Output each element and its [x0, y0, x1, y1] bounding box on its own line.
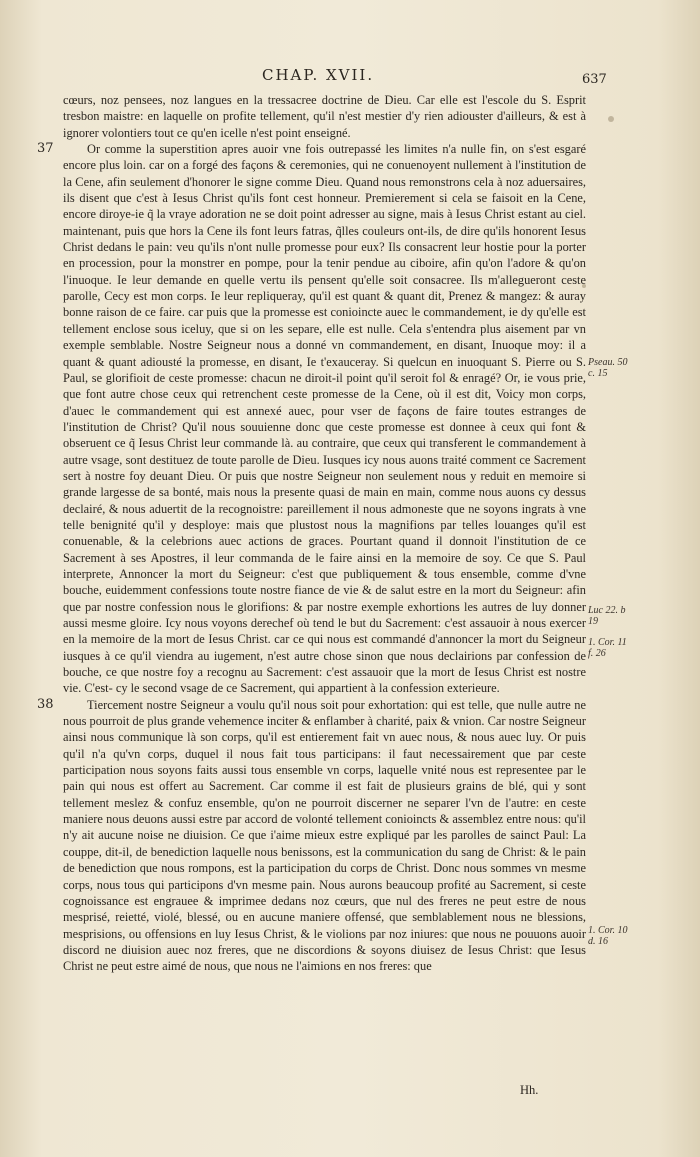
running-title: CHAP. XVII.	[262, 66, 375, 84]
page-header	[0, 66, 700, 86]
section-number: 38	[37, 696, 54, 712]
text-column	[37, 92, 586, 975]
ink-blot	[608, 116, 614, 122]
page-number: 637	[582, 72, 607, 87]
margin-note: 1. Cor. 11 f. 26	[588, 637, 627, 659]
section-number: 37	[37, 141, 54, 157]
section-text: Tiercement nostre Seigneur a voulu qu'il nous soit pour exhortation: qui est telle, que nulle autre ne nous pourroit de plus grande vehemence inciter & enflamber à charité, paix & vnion. Car nostre Seigneur ainsi nous communique là son corps, qu'il est entierement fait vn auec nous, & nous auec luy. Or puis qu'il n'a qu'vn corps, duquel il nous fait tous participans: il faut necessairement que par ceste participation nous soyons faits aussi tous ensemble vn corps, laquelle vnité nous est representee par le pain qui nous est offert au Sacrement. Car comme il est fait de plusieurs grains de blé, qui y sont tellement meslez & confuz ensemble, qu'on ne pourroit discerner ne separer l'vn de l'autre: en ceste maniere nous deuons aussi estre par accord de volonté tellement conioincts & assemblez entre nous: qu'il n'y ait aucune noise ne diuision. Ce que i'aime mieux estre expliqué par les parolles de sainct Paul: La couppe, dit-il, de benediction laquelle nous benissons, est la communication du sang de Christ: & le pain de benediction que nous rompons, est la participation du corps de Christ. Donc nous sommes vn mesme corps, nous tous qui participons d'vn mesme pain. Nous aurons beaucoup profité au Sacrement, si ceste cognoissance est engrauee & imprimee dedans noz cœurs, que nul des freres ne peut estre de nous mesprisé, reietté, violé, blessé, ou en aucune maniere offensé, que semblablement nous ne blessions, mesprisions, ou offensions en luy Iesus Christ, & le violions par noz iniures: que nous ne pouuons auoir discord ne diuision auec noz freres, que ne discordions & soyons diuisez de Iesus Christ: que Iesus Christ ne peut estre aimé de nous, que nous ne l'aimions en nos freres: que	[63, 697, 586, 974]
section-38	[37, 696, 586, 975]
section-text: Or comme la superstition apres auoir vne fois outrepassé les limites n'a nulle fin, on s'est esgaré encore plus loin. car on a forgé des façons & ceremonies, qui ne conuenoyent nullement à l'institution de la Cene, afin seulement d'honorer le signe comme Dieu. Quand nous remonstrons cela à noz aduersaires, ils disent que c'est à Iesus Christ qu'ils font cest honneur. Premierement si cela se faisoit en la Cene, encore diroye-ie q̃ la vraye adoration ne se doit point adresser au signe, mais à Iesus Christ estant au ciel. maintenant, puis que hors la Cene ils font leurs fatras, q̃lles couleurs ont-ils, de dire qu'ils honorent Iesus Christ dedans le pain: veu qu'ils n'ont nulle promesse pour eux? Ils consacrent leur hostie pour la porter en procession, pour la monstrer en pompe, pour la tenir pendue au ciboire, afin qu'on l'adore & qu'on l'inuoque. Ie leur demande en quelle vertu ils pensent qu'elle soit consacree. Ils m'allegueront ceste parolle, Cecy est mon corps. Ie leur repliqueray, qu'il est quant & quant dit, Prenez & mangez: & auray bonne raison de ce faire. car puis que la promesse est conioincte auec le commandement, ie dy qu'elle est tellement enclose sous iceluy, que si on les separe, elle est nulle. Cela s'entendra plus aisement par vn exemple semblable. Nostre Seigneur nous a donné vn commandement, en disant, Inuoque moy: il a quant & quant adiousté la promesse, en disant, Ie t'exauceray. Si quelcun en inuoquant S. Pierre ou S. Paul, se glorifioit de ceste promesse: chacun ne diroit-il point qu'il seroit fol & enragé? Or, ie vous prie, que font autre chose ceux qui retrenchent ceste promesse de la Cene, où il est dit, Voicy mon corps, d'auec le commandement qui est annexé auec, pour vser de façons de faire toutes estranges de l'institution de Christ? Qu'il nous souuienne donc que ceste promesse est donnee à ceux qui font & obseruent ce q̃ Iesus Christ leur commande là. au contraire, que ceux qui transferent le commandement à autre vsage, sont destituez de toute parolle de Dieu. Iusques icy nous auons traité comment ce Sacrement sert à nostre foy deuant Dieu. Or puis que nostre Seigneur non seulement nous y reduit en memoire si grande largesse de sa bonté, mais nous la presente quasi de main en main, comme nous auons cy dessus declairé, & nous aduertit de la recognoistre: pareillement il nous admoneste que ne soyons ingrats à vne telle benignité qu'il y desploye: mais que plustost nous la magnifions par telles louanges qu'il est conuenable, & la celebrions auec actions de graces. Pourtant quand il donnoit l'institution de ce Sacrement à ses Apostres, il leur commanda de le faire ainsi en la memoire de soy. Ce que S. Paul interprete, Annoncer la mort du Seigneur: c'est que publiquement & tous ensemble, comme d'vne bouche, euidemment confessions toute nostre fiance de vie & de salut estre en la mort du Seigneur: afin que par nostre confession nous le glorifions: & par nostre exemple exhortions les autres de luy donner aussi mesme gloire. Icy nous voyons derechef où tend le but du Sacrement: c'est assauoir à nous exercer en la memoire de la mort de Iesus Christ. car ce qui nous est commandé d'annoncer la mort du Seigneur iusques à ce qu'il viendra au iugement, n'est autre chose sinon que nous declairions par confession de bouche, ce que nostre foy a recognu au Sacrement: c'est assauoir que la mort de Iesus Christ est nostre vie. C'est- cy le second vsage de ce Sacrement, qui appartient à la confession exterieure.	[63, 142, 586, 696]
ink-blot	[582, 284, 586, 288]
margin-note: Pseau. 50 c. 15	[588, 357, 628, 379]
margin-note: Luc 22. b 19	[588, 605, 626, 627]
catchword: Hh.	[520, 1083, 539, 1097]
section-37	[37, 141, 586, 697]
paragraph-continuation: cœurs, noz pensees, noz langues en la tressacree doctrine de Dieu. Car elle est l'escole du S. Esprit tresbon maistre: en laquelle on profite tellement, qu'il n'est mestier d'y rien adiouster d'ailleurs, & est à ignorer volontiers tout ce qu'en icelle n'est point enseigné.	[63, 93, 586, 140]
margin-note: 1. Cor. 10 d. 16	[588, 925, 628, 947]
